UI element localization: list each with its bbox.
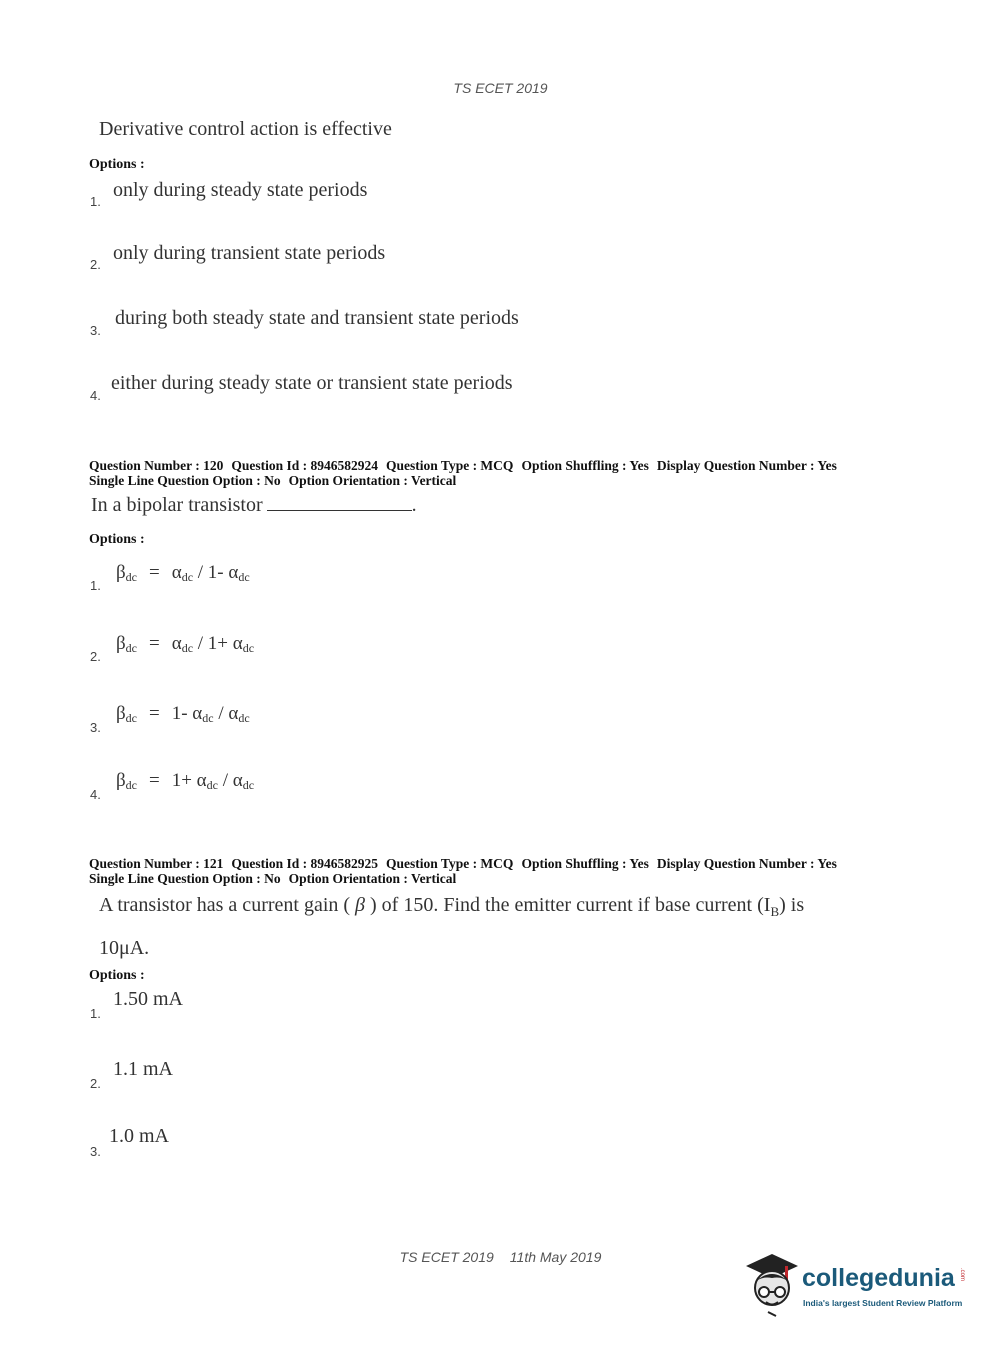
option-number: 4. [90, 787, 101, 802]
option-number: 3. [90, 323, 101, 338]
option-text: 1.50 mA [113, 988, 183, 1010]
question-text: Derivative control action is effective [99, 118, 392, 140]
mascot-icon [742, 1252, 802, 1318]
answer-blank [267, 496, 412, 511]
option-formula: $\beta_{dc} = 1-$ $\alpha_{dc} / \alpha_{dc}$ [116, 703, 250, 725]
question-text-continued: 10μA. [99, 937, 150, 959]
brand-name: collegedunia [802, 1264, 955, 1292]
option-formula: $\beta_{dc} = 1+ \alpha_{dc} / \alpha_{dc}$ [116, 770, 255, 792]
question-text: A transistor has a current gain ( β ) of 150. Find the emitter current if base current $(I_B)$ is [99, 894, 805, 919]
option-text: only during steady state periods [113, 179, 368, 201]
option-number: 1. [90, 578, 101, 593]
option-number: 2. [90, 257, 101, 272]
page-footer: TS ECET 2019 11th May 2019 [399, 1249, 602, 1265]
option-text: during both steady state and transient state periods [115, 307, 519, 329]
options-label: Options : [89, 157, 145, 172]
option-number: 2. [90, 649, 101, 664]
option-number: 3. [90, 720, 101, 735]
options-label: Options : [89, 968, 145, 983]
option-formula: $\beta_{dc} = \alpha_{dc} / 1+ \alpha_{dc}$ [116, 633, 255, 655]
option-text: 1.1 mA [113, 1058, 173, 1080]
question-meta: Question Number : 121 Question Id : 8946582925 Question Type : MCQ Option Shuffling : Yes Display Question Number : Yes Single Line Question Option : No Option Orientation : Vertical [89, 856, 837, 886]
option-number: 1. [90, 194, 101, 209]
options-label: Options : [89, 532, 145, 547]
brand-domain: .com [959, 1268, 965, 1282]
option-number: 1. [90, 1006, 101, 1021]
question-meta: Question Number : 120 Question Id : 8946582924 Question Type : MCQ Option Shuffling : Yes Display Question Number : Yes Single Line Question Option : No Option Orientation : Vertical [89, 458, 837, 488]
brand-tagline: India's largest Student Review Platform [803, 1298, 963, 1308]
option-number: 3. [90, 1144, 101, 1159]
option-text: only during transient state periods [113, 242, 386, 264]
page-header: TS ECET 2019 [453, 80, 548, 96]
option-number: 4. [90, 388, 101, 403]
question-text: In a bipolar transistor . [91, 494, 417, 516]
option-text: either during steady state or transient state periods [111, 372, 513, 394]
option-text: 1.0 mA [109, 1125, 169, 1147]
option-formula: $\beta_{dc} = \alpha_{dc} / 1-$ $\alpha_{dc}$ [116, 562, 250, 584]
option-number: 2. [90, 1076, 101, 1091]
collegedunia-logo[interactable] [742, 1252, 972, 1322]
